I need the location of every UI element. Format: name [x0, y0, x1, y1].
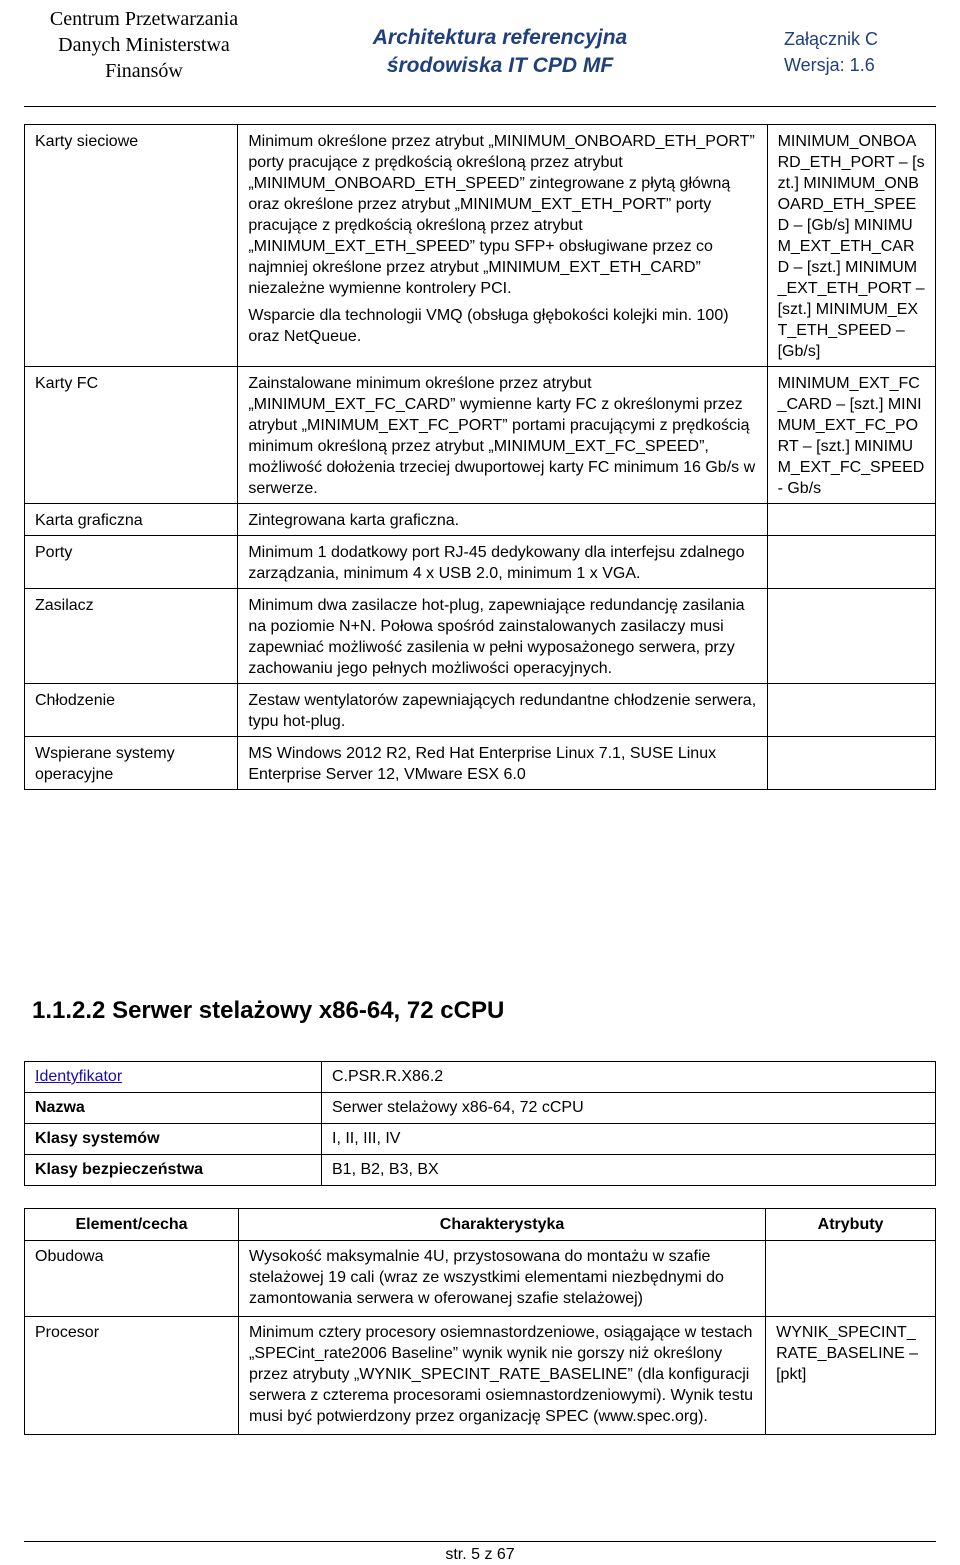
- row-attributes: [767, 536, 935, 589]
- column-header-element: Element/cecha: [25, 1209, 239, 1241]
- table-row: [25, 589, 936, 684]
- org-line: Finansów: [105, 60, 183, 82]
- table-row: [25, 1093, 936, 1124]
- column-header-attributes: Atrybuty: [766, 1209, 936, 1241]
- name-value: Serwer stelażowy x86-64, 72 cCPU: [322, 1093, 936, 1124]
- row-element: Wspierane systemy operacyjne: [25, 737, 238, 790]
- row-description: Wysokość maksymalnie 4U, przystosowana do montażu w szafie stelażowej 19 cali (wraz ze wszystkimi elementami niezbędnymi do zamontowania serwera w oferowanej szafie stelażowej): [239, 1241, 766, 1317]
- table-row: [25, 1124, 936, 1155]
- page-number: str. 5 z 67: [445, 1546, 515, 1563]
- description-paragraph: Wsparcie dla technologii VMQ (obsługa głębokości kolejki min. 100) oraz NetQueue.: [248, 307, 729, 345]
- row-description: [238, 125, 767, 367]
- security-classes-label: Klasy bezpieczeństwa: [25, 1155, 322, 1186]
- row-element: Porty: [25, 536, 238, 589]
- description-paragraph: Minimum dwa zasilacze hot-plug, zapewniające redundancję zasilania na poziomie N+N. Połowa spośród zainstalowanych zasilaczy musi zapewniać możliwość zasilenia w pełni wyposażonego serwera, przy zachowaniu jego pełnych możliwości operacyjnych.: [248, 597, 745, 677]
- description-paragraph: Zestaw wentylatorów zapewniających redundantne chłodzenie serwera, typu hot-plug.: [248, 692, 757, 730]
- description-paragraph: Zintegrowana karta graficzna.: [248, 512, 460, 529]
- attachment-label: Załącznik C: [784, 29, 879, 49]
- row-element: Karta graficzna: [25, 504, 238, 536]
- row-description: [238, 737, 767, 790]
- title-line: środowiska IT CPD MF: [386, 54, 614, 77]
- identifier-value: C.PSR.R.X86.2: [322, 1062, 936, 1093]
- column-header-characteristics: Charakterystyka: [239, 1209, 766, 1241]
- header-divider: [24, 106, 936, 107]
- row-attributes: [767, 684, 935, 737]
- row-element: Procesor: [25, 1317, 239, 1435]
- row-attributes: [767, 737, 935, 790]
- page-header: [24, 6, 936, 106]
- header-document-title: [320, 24, 680, 80]
- row-description: [238, 536, 767, 589]
- row-element: Obudowa: [25, 1241, 239, 1317]
- table-row: [25, 125, 936, 367]
- row-element: Zasilacz: [25, 589, 238, 684]
- row-description: Minimum cztery procesory osiemnastordzeniowe, osiągające w testach „SPECint_rate2006 Baseline” wynik wynik nie gorszy niż określony przez atrybuty „WYNIK_SPECINT_RATE_BASELINE” (dla konfiguracji serwera z czterema procesorami osiemnastordzeniowymi). Wynik testu musi być potwierdzony przez organizację SPEC (www.spec.org).: [239, 1317, 766, 1435]
- table-header-row: [25, 1209, 936, 1241]
- row-attributes: WYNIK_SPECINT_RATE_BASELINE – [pkt]: [766, 1317, 936, 1435]
- table-row: [25, 1241, 936, 1317]
- row-description: [238, 367, 767, 504]
- table-row: [25, 504, 936, 536]
- description-paragraph: Zainstalowane minimum określone przez atrybut „MINIMUM_EXT_FC_CARD” wymienne karty FC z określonymi przez atrybut „MINIMUM_EXT_FC_PORT” portami pracującymi z prędkością minimum określoną przez atrybut „MINIMUM_EXT_FC_SPEED”, możliwość dołożenia trzeciej dwuportowej karty FC minimum 16 Gb/s w serwerze.: [248, 375, 756, 497]
- description-paragraph: Minimum 1 dodatkowy port RJ-45 dedykowany dla interfejsu zdalnego zarządzania, minimum 4 x USB 2.0, minimum 1 x VGA.: [248, 544, 745, 582]
- row-attributes: MINIMUM_ONBOARD_ETH_PORT – [szt.] MINIMUM_ONBOARD_ETH_SPEED – [Gb/s] MINIMUM_EXT_ETH_CARD – [szt.] MINIMUM_EXT_ETH_PORT – [szt.] MINIMUM_EXT_ETH_SPEED – [Gb/s]: [767, 125, 935, 367]
- system-classes-value: I, II, III, IV: [322, 1124, 936, 1155]
- table-row: [25, 737, 936, 790]
- table-row: [25, 1155, 936, 1186]
- system-classes-label: Klasy systemów: [25, 1124, 322, 1155]
- footer-divider: [24, 1541, 936, 1542]
- row-attributes: [767, 504, 935, 536]
- identifier-table: [24, 1061, 936, 1186]
- spec-table-continued: [24, 124, 936, 790]
- org-line: Danych Ministerstwa: [58, 34, 230, 56]
- table-row: [25, 367, 936, 504]
- table-row: [25, 684, 936, 737]
- row-element: Chłodzenie: [25, 684, 238, 737]
- row-description: [238, 684, 767, 737]
- description-paragraph: Minimum określone przez atrybut „MINIMUM_ONBOARD_ETH_PORT” porty pracujące z prędkością określoną przez atrybut „MINIMUM_ONBOARD_ETH_SPEED” zintegrowane z płytą główną oraz określone przez atrybut „MINIMUM_EXT_ETH_PORT” porty pracujące z prędkością określoną przez atrybut „MINIMUM_EXT_ETH_SPEED” typu SFP+ obsługiwane przez co najmniej określone przez atrybut „MINIMUM_EXT_ETH_CARD” niezależne wymienne kontrolery PCI.: [248, 133, 755, 297]
- security-classes-value: B1, B2, B3, BX: [322, 1155, 936, 1186]
- table-row: [25, 1062, 936, 1093]
- row-attributes: [767, 589, 935, 684]
- row-element: Karty sieciowe: [25, 125, 238, 367]
- row-attributes: [766, 1241, 936, 1317]
- org-line: Centrum Przetwarzania: [49, 8, 239, 30]
- version-label: Wersja: 1.6: [784, 55, 875, 75]
- name-label: Nazwa: [25, 1093, 322, 1124]
- title-line: Architektura referencyjna: [372, 26, 628, 49]
- section-heading: 1.1.2.2 Serwer stelażowy x86-64, 72 cCPU: [32, 997, 505, 1024]
- table-row: [25, 1317, 936, 1435]
- header-attachment-info: [784, 26, 934, 78]
- table-row: [25, 536, 936, 589]
- header-organization: [24, 6, 264, 84]
- identifier-link[interactable]: Identyfikator: [25, 1062, 322, 1093]
- row-description: [238, 589, 767, 684]
- row-description: [238, 504, 767, 536]
- row-element: Karty FC: [25, 367, 238, 504]
- description-paragraph: MS Windows 2012 R2, Red Hat Enterprise Linux 7.1, SUSE Linux Enterprise Server 12, VMware ESX 6.0: [248, 745, 717, 783]
- row-attributes: MINIMUM_EXT_FC_CARD – [szt.] MINIMUM_EXT_FC_PORT – [szt.] MINIMUM_EXT_FC_SPEED - Gb/s: [767, 367, 935, 504]
- spec-table: [24, 1208, 936, 1435]
